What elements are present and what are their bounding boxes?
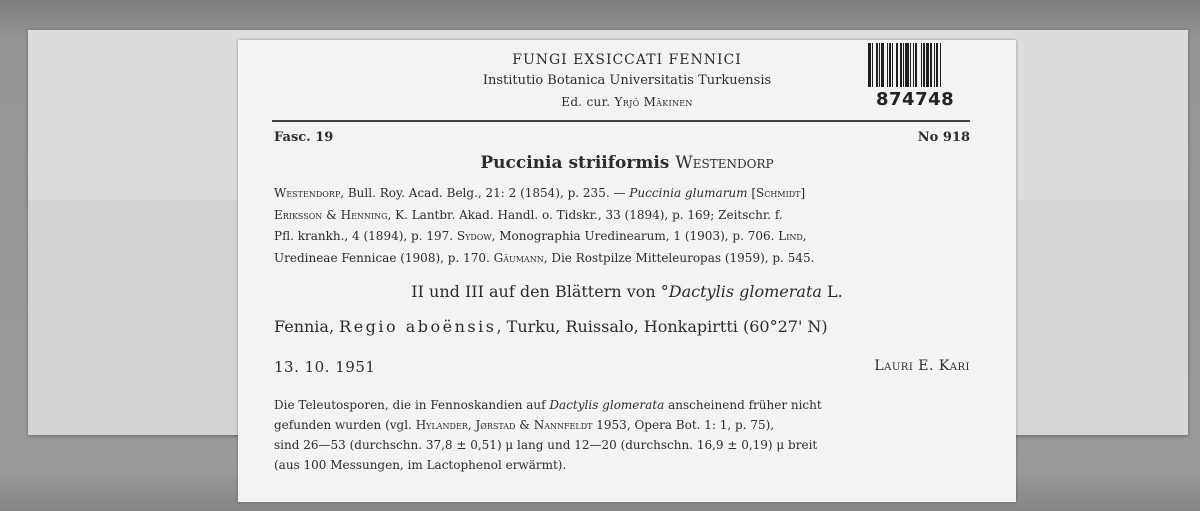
host-line <box>238 282 1016 301</box>
fascicle: Fasc. 19 <box>274 130 334 145</box>
citation-author: [Schmidt] <box>751 186 806 200</box>
collection-date: 13. 10. 1951 <box>274 358 376 376</box>
note-text: anscheinend früher nicht <box>668 398 822 412</box>
citation-text: , K. Lantbr. Akad. Handl. o. Tidskr., 33 (1894), p. 169; Zeitschr. f. <box>387 207 783 222</box>
editor-prefix: Ed. cur. <box>561 95 611 109</box>
citation-text: Uredineae Fennicae (1908), p. 170. <box>274 250 490 265</box>
host-author: L. <box>821 282 843 301</box>
synonym-name: Puccinia glumarum <box>629 186 748 200</box>
note-authors: Hylander, Jørstad & Nannfeldt <box>415 418 593 432</box>
collector: Lauri E. Kari <box>874 358 970 374</box>
citation-author: Gäumann <box>493 250 544 265</box>
species-title <box>238 153 1016 173</box>
envelope-flap-right <box>1018 200 1188 435</box>
locality-country: Fennia, <box>274 317 335 336</box>
note-line <box>274 415 974 435</box>
note-text: 1953, Opera Bot. 1: 1, p. 75), <box>596 418 775 432</box>
note-line: sind 26—53 (durchschn. 37,8 ± 0,51) μ lang und 12—20 (durchschn. 16,9 ± 0,19) μ breit <box>274 438 818 452</box>
barcode <box>868 43 978 87</box>
locality-place: , Turku, Ruissalo, Honkapirtti (60°27' N) <box>496 317 828 336</box>
species-author: Westendorp <box>675 153 774 173</box>
citation-author: Sydow <box>456 229 492 243</box>
note-text: Die Teleutosporen, die in Fennoskandien auf <box>274 398 546 412</box>
barcode-bar <box>940 43 941 87</box>
editor-name: Yrjö Mäkinen <box>614 95 693 109</box>
header-rule <box>272 120 970 122</box>
note-line <box>274 395 974 415</box>
herbarium-label <box>238 40 1016 502</box>
specimen-number: No 918 <box>917 130 970 145</box>
host-prefix: II und III auf den Blättern von ° <box>411 282 669 301</box>
bibliography-line <box>274 183 974 205</box>
barcode-number: 874748 <box>876 89 955 110</box>
locality <box>274 317 828 336</box>
host-plant: Dactylis glomerata <box>668 282 822 301</box>
species-name: Puccinia striiformis <box>480 153 670 173</box>
citation-text: Pfl. krankh., 4 (1894), p. 197. <box>274 229 454 243</box>
citation-author: Eriksson & Henning <box>274 207 388 222</box>
institution: Institutio Botanica Universitatis Turkuensis <box>482 73 772 88</box>
citation-author: Westendorp <box>274 186 341 200</box>
bibliography-line <box>274 248 974 270</box>
bibliography-line <box>274 205 974 227</box>
bibliography-line <box>274 226 974 248</box>
series-title: FUNGI EXSICCATI FENNICI <box>512 52 742 68</box>
envelope-flap-left <box>28 200 238 435</box>
citation-text: , Bull. Roy. Acad. Belg., 21: 2 (1854), p. 235. — <box>340 186 626 200</box>
note-taxon: Dactylis glomerata <box>549 398 665 412</box>
note-text: gefunden wurden (vgl. <box>274 418 412 432</box>
citation-author: Lind <box>778 229 803 243</box>
locality-region: Regio aboënsis <box>339 317 497 336</box>
description-note <box>274 395 974 475</box>
bibliography <box>274 183 974 269</box>
note-line: (aus 100 Messungen, im Lactophenol erwärmt). <box>274 458 567 472</box>
citation-text: , Die Rostpilze Mitteleuropas (1959), p. 545. <box>543 250 815 265</box>
citation-text: , Monographia Uredinearum, 1 (1903), p. 706. <box>491 229 775 243</box>
citation-text: , <box>802 229 807 243</box>
